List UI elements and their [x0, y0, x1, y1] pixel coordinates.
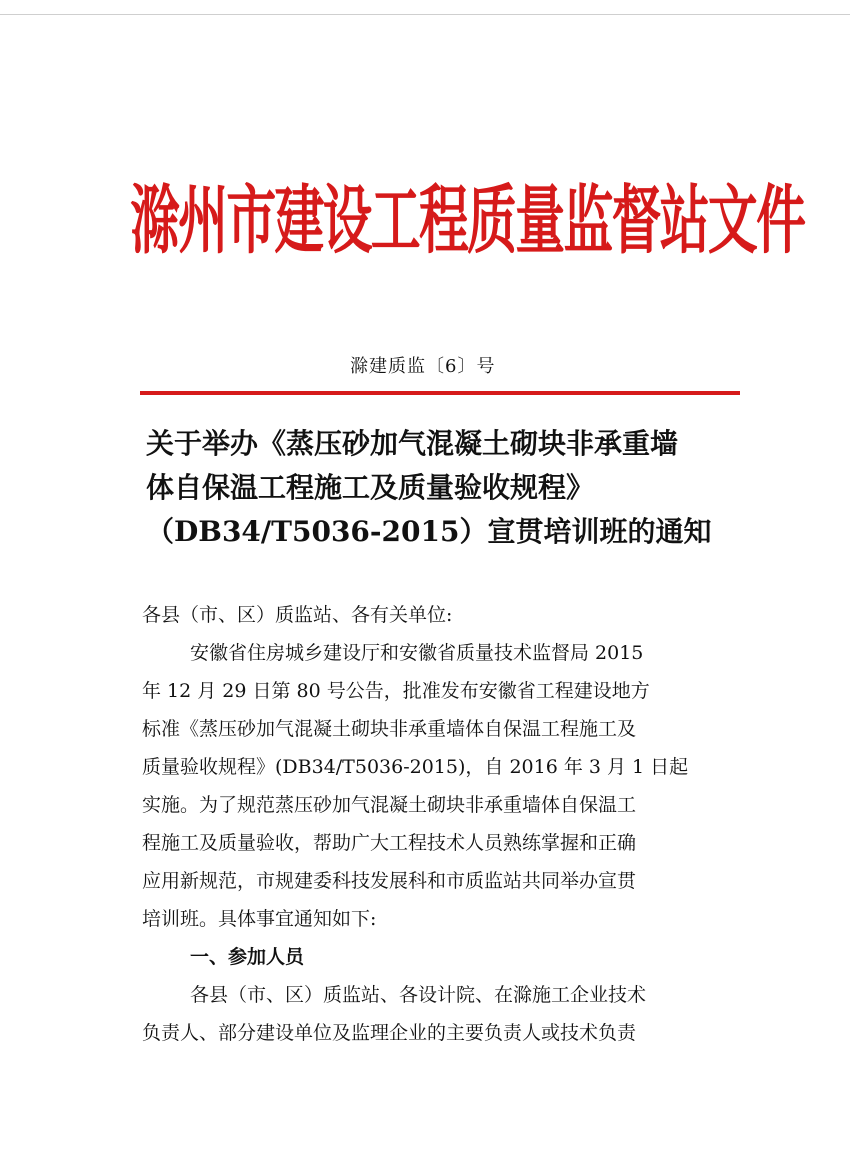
paragraph-1-line: 安徽省住房城乡建设厅和安徽省质量技术监督局 2015 [190, 642, 644, 664]
notice-title-line-2: 体自保温工程施工及质量验收规程》 [146, 471, 595, 504]
paragraph-1-line: 标准《蒸压砂加气混凝土砌块非承重墙体自保温工程施工及 [142, 718, 637, 740]
paragraph-1-line: 实施。为了规范蒸压砂加气混凝土砌块非承重墙体自保温工 [142, 794, 637, 816]
paragraph-1-line: 质量验收规程》(DB34/T5036-2015)，自 2016 年 3 月 1 日起 [142, 756, 689, 778]
red-divider-line [140, 391, 740, 395]
notice-title-line-3: （DB34/T5036-2015）宣贯培训班的通知 [146, 515, 712, 548]
issuer-title: 滁州市建设工程质量监督站文件 [130, 176, 805, 264]
section-1-heading: 一、参加人员 [190, 946, 305, 968]
notice-title [146, 422, 766, 554]
paragraph-1-line: 培训班。具体事宜通知如下: [142, 908, 377, 930]
notice-title-line-1: 关于举办《蒸压砂加气混凝土砌块非承重墙 [146, 427, 679, 460]
salutation: 各县（市、区）质监站、各有关单位: [142, 604, 453, 626]
paragraph-1-line: 应用新规范，市规建委科技发展科和市质监站共同举办宣贯 [142, 870, 637, 892]
paragraph-2-line: 负责人、部分建设单位及监理企业的主要负责人或技术负责 [142, 1022, 637, 1044]
page-top-edge [0, 14, 850, 15]
paragraph-1-line: 程施工及质量验收，帮助广大工程技术人员熟练掌握和正确 [142, 832, 637, 854]
paragraph-1-line: 年 12 月 29 日第 80 号公告，批准发布安徽省工程建设地方 [142, 680, 650, 702]
notice-body [142, 596, 742, 1052]
document-number: 滁建质监〔6〕号 [350, 356, 496, 377]
paragraph-2-line: 各县（市、区）质监站、各设计院、在滁施工企业技术 [190, 984, 647, 1006]
